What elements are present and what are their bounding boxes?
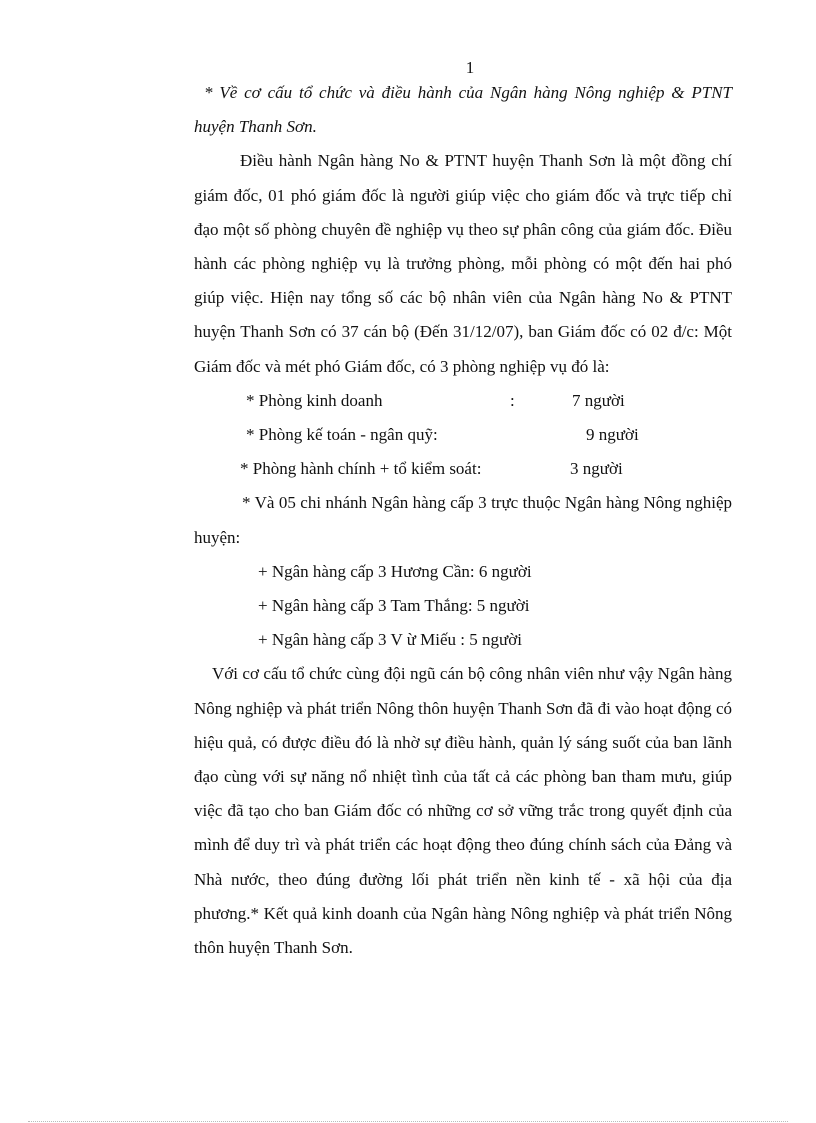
section-heading: * Về cơ cấu tổ chức và điều hành của Ngân hàng Nông nghiệp & PTNT huyện Thanh Sơn. (194, 83, 732, 137)
department-count: 7 người (572, 390, 625, 410)
branch-item: + Ngân hàng cấp 3 Tam Thắng: 5 người (258, 595, 530, 615)
department-row (194, 384, 732, 418)
paragraph-management: Điều hành Ngân hàng No & PTNT huyện Thanh Sơn là một đồng chí giám đốc, 01 phó giám đốc là người giúp việc cho giám đốc và trực tiếp chỉ đạo một số phòng chuyên đề nghiệp vụ theo sự phân công của giám đốc. Điều hành các phòng nghiệp vụ là trưởng phòng, mỗi phòng có một đến hai phó giúp việc. Hiện nay tổng số các bộ nhân viên của Ngân hàng No & PTNT huyện Thanh Sơn có 37 cán bộ (Đến 31/12/07), ban Giám đốc có 02 đ/c: Một Giám đốc và mét phó Giám đốc, có 3 phòng nghiệp vụ đó là: (194, 151, 732, 376)
branches-intro: * Và 05 chi nhánh Ngân hàng cấp 3 trực thuộc Ngân hàng Nông nghiệp huyện: (194, 493, 732, 547)
department-row (194, 452, 732, 486)
department-name: * Phòng kế toán - ngân quỹ: (246, 425, 438, 445)
department-count: 3 người (570, 459, 623, 479)
paragraph-conclusion: Với cơ cấu tổ chức cùng đội ngũ cán bộ công nhân viên như vậy Ngân hàng Nông nghiệp và phát triển Nông thôn huyện Thanh Sơn đã đi vào hoạt động có hiệu quả, có được điều đó là nhờ sự điều hành, quản lý sáng suốt của ban lãnh đạo cùng với sự năng nổ nhiệt tình của tất cả các phòng ban tham mưu, giúp việc đã tạo cho ban Giám đốc có những cơ sở vững trắc trong quyết định của mình để duy trì và phát triển các hoạt động theo đúng chính sách của Đảng và Nhà nước, theo đúng đường lối phát triển nền kinh tế - xã hội của địa phương.* Kết quả kinh doanh của Ngân hàng Nông nghiệp và phát triển Nông thôn huyện Thanh Sơn. (194, 664, 732, 957)
page-number: 1 (465, 58, 475, 77)
department-colon: : (510, 390, 515, 410)
department-count: 9 người (586, 425, 639, 445)
department-name: * Phòng kinh doanh (246, 390, 383, 410)
page-bottom-divider (28, 1121, 788, 1122)
department-name: * Phòng hành chính + tổ kiểm soát: (240, 459, 482, 479)
document-body (194, 76, 732, 965)
department-row (194, 418, 732, 452)
branch-item: + Ngân hàng cấp 3 Hương Cần: 6 người (258, 561, 532, 581)
branch-item: + Ngân hàng cấp 3 V ừ Miếu : 5 người (258, 630, 522, 650)
